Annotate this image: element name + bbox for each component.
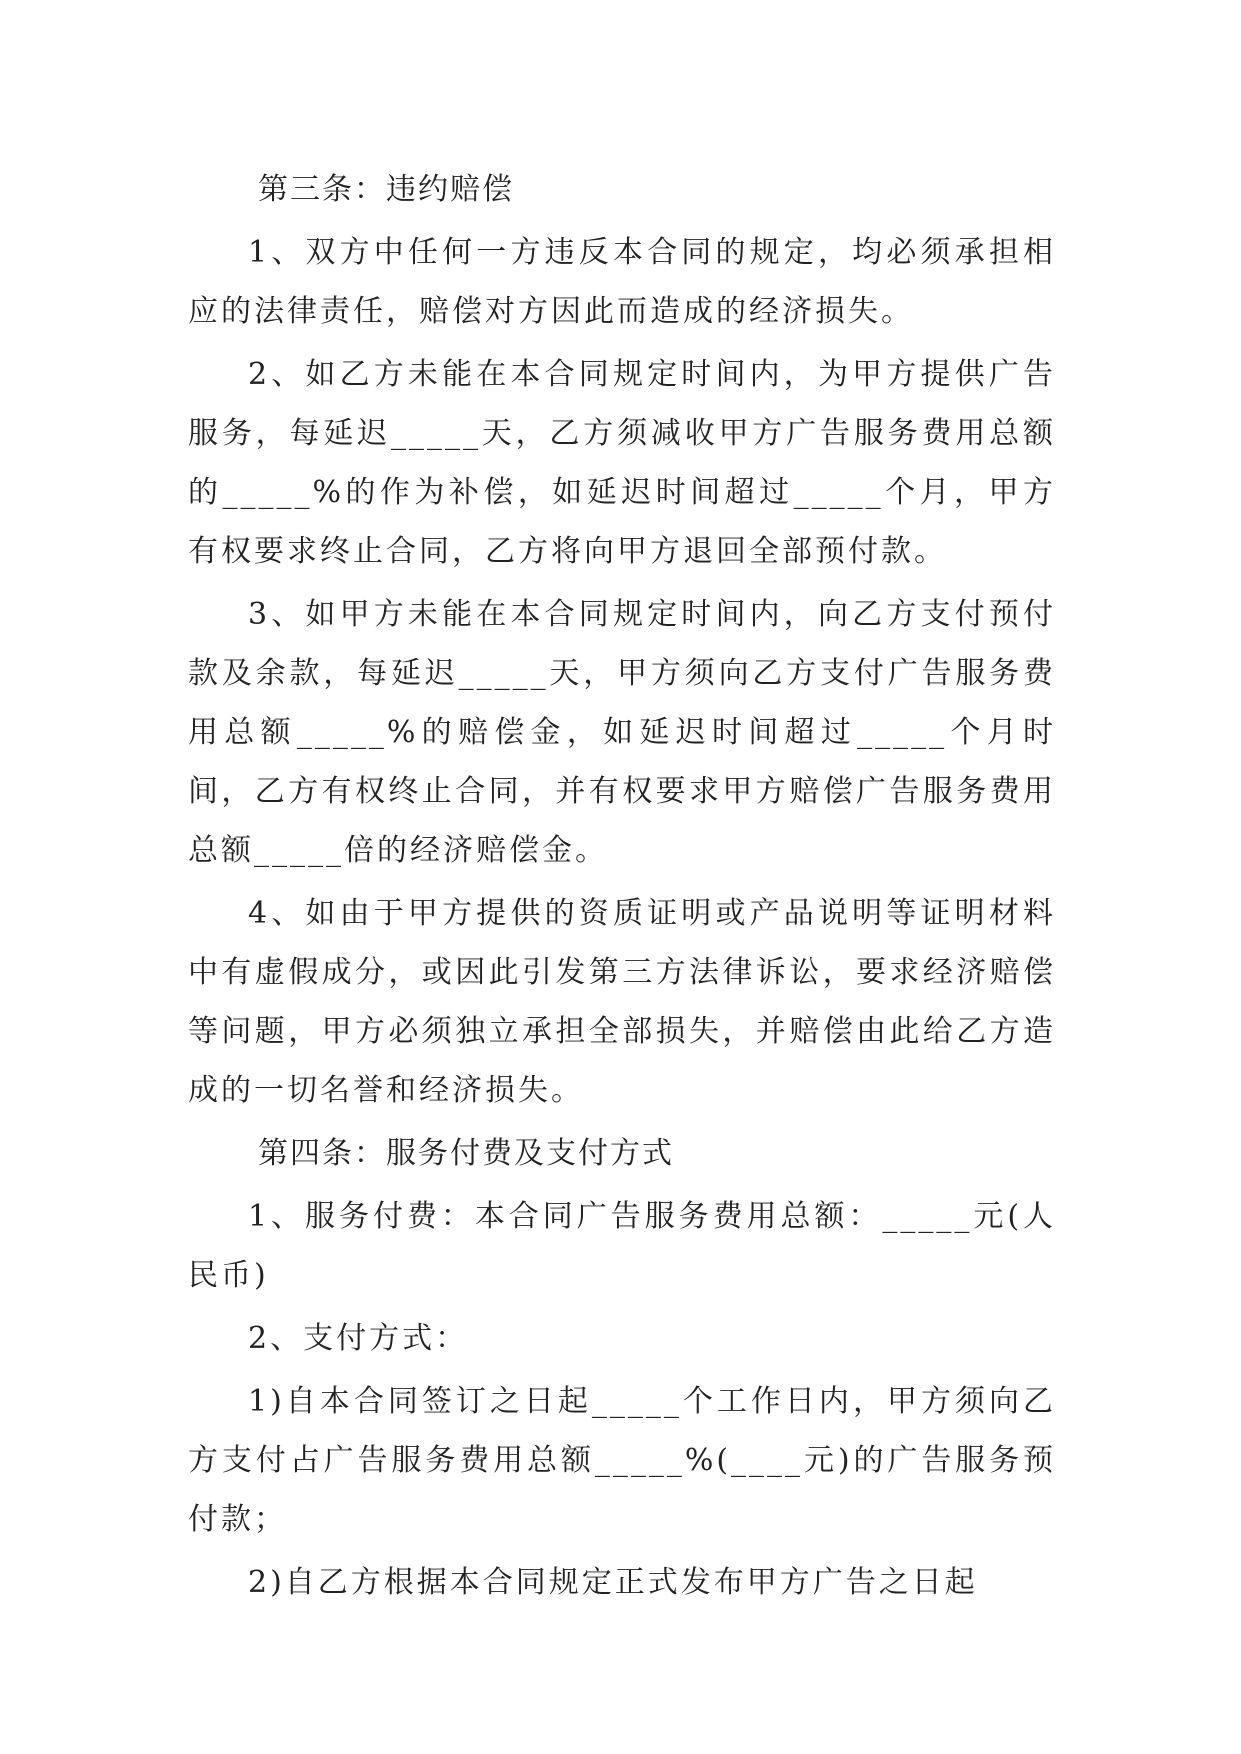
section-4-clause-2: 2、支付方式： <box>248 1321 469 1356</box>
section-3-heading: 第三条：违约赔偿 <box>258 172 514 207</box>
section-4-subclause-2: 2)自乙方根据本合同规定正式发布甲方广告之日起 <box>248 1565 978 1600</box>
document-body <box>188 160 1056 1612</box>
section-3-clause-2: 2、如乙方未能在本合同规定时间内，为甲方提供广告服务，每延迟_____天，乙方须减收甲方广告服务费用总额的_____%的作为补偿，如延迟时间超过_____个月，甲方有权要求终止合同，乙方将向甲方退回全部预付款。 <box>188 357 1056 569</box>
section-3-clause-4: 4、如由于甲方提供的资质证明或产品说明等证明材料中有虚假成分，或因此引发第三方法律诉讼，要求经济赔偿等问题，甲方必须独立承担全部损失，并赔偿由此给乙方造成的一切名誉和经济损失。 <box>188 896 1056 1108</box>
section-4-subclause-1: 1)自本合同签订之日起_____个工作日内，甲方须向乙方支付占广告服务费用总额_____%(____元)的广告服务预付款； <box>188 1384 1056 1537</box>
section-3-clause-1: 1、双方中任何一方违反本合同的规定，均必须承担相应的法律责任，赔偿对方因此而造成的经济损失。 <box>188 235 1056 329</box>
section-4-clause-1: 1、服务付费：本合同广告服务费用总额：_____元(人民币) <box>188 1199 1056 1293</box>
section-3-clause-3: 3、如甲方未能在本合同规定时间内，向乙方支付预付款及余款，每延迟_____天，甲方须向乙方支付广告服务费用总额_____%的赔偿金，如延迟时间超过_____个月时间，乙方有权终止合同，并有权要求甲方赔偿广告服务费用总额_____倍的经济赔偿金。 <box>188 597 1056 868</box>
section-4-heading: 第四条：服务付费及支付方式 <box>258 1136 674 1171</box>
